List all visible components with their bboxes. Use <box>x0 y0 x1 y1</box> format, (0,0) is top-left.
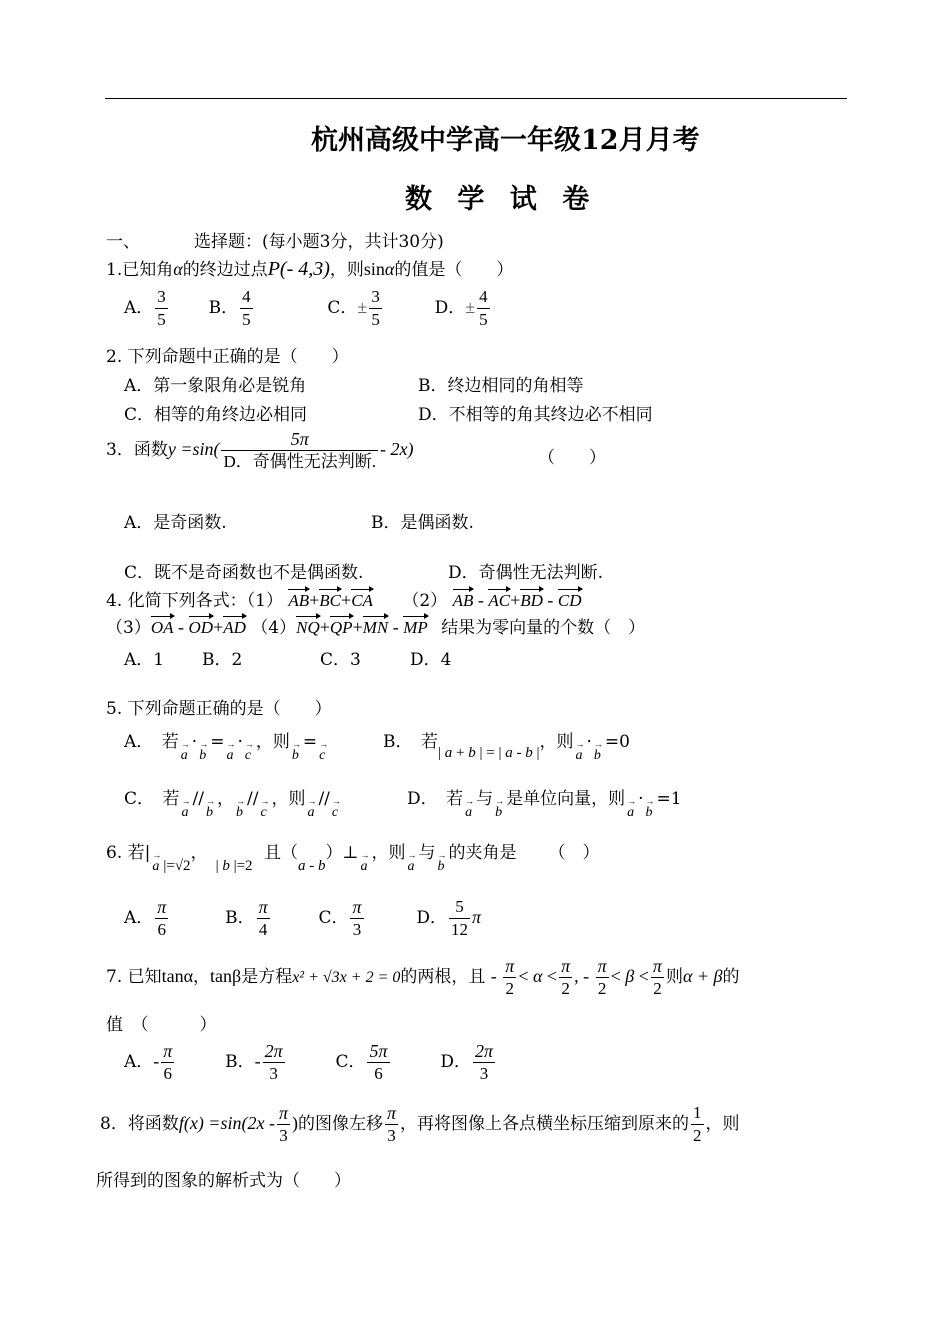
q5-option-d: D． 若 → a与 → b是单位向量，则 → a· → b=1 <box>407 789 682 820</box>
question-1-options <box>124 286 492 331</box>
section-number: 一、 <box>106 232 140 252</box>
q3-option-a: A．是奇函数. <box>124 513 227 533</box>
q7-option-a: A．- $\frac{\pi}{6}$ <box>124 1041 173 1083</box>
q1-text: 的终边过点 <box>182 260 268 280</box>
q1-option-d: D．± $\frac{4}{5}$ <box>434 287 488 329</box>
question-4-stem: 4. 化简下列各式：（1） AB+BC+CA （2） AB - AC+BD - CD <box>106 586 582 611</box>
q4-option-c: C．3 <box>320 650 361 670</box>
q7-option-b: B．- $\frac{2\pi}{3}$ <box>225 1041 283 1083</box>
q6-option-d: D． $\frac{5}{12}$ π <box>416 897 481 939</box>
q3-option-c: C．既不是奇函数也不是偶函数. <box>124 563 364 583</box>
q2-option-d: D．不相等的角其终边必不相同 <box>418 405 653 425</box>
q5-option-a: A． 若 → a· → b= → a· → c，则 → b= → c <box>124 732 329 763</box>
q6-option-b: B． $\frac{\pi}{4}$ <box>225 897 268 939</box>
q3-option-b: B．是偶函数. <box>371 513 474 533</box>
q5-option-c: C． 若 → a// → b， → b// → c，则 → a// → c <box>124 789 341 820</box>
question-6-options <box>124 896 481 941</box>
page-title: 杭州高级中学高一年级12月月考 <box>311 125 700 156</box>
q5-option-b: B． 若| a + b | = | a - b |，则 → a· → b=0 <box>383 732 630 763</box>
q6-option-a: A． $\frac{\pi}{6}$ <box>124 897 167 939</box>
question-7-stem: 7. 已知tanα，tanβ是方程x² + √3x + 2 = 0的两根，且 - $\frac{\pi}{2}$ < α < $\frac{\pi}{2}$ , - $\frac{\pi}{2}$ < β < $\frac{\pi}{2}$ 则α + β的 <box>106 956 740 998</box>
section-label: 选择题：(每小题3分，共计30分) <box>194 232 444 252</box>
header-rule <box>105 98 847 99</box>
question-8-line2: 所得到的图象的解析式为（ ） <box>96 1171 351 1191</box>
question-7-line2: 值 （ ） <box>106 1015 217 1035</box>
q7-option-d: D． $\frac{2\pi}{3}$ <box>440 1041 493 1083</box>
q1-option-a: A． $\frac{3}{5}$ <box>124 287 166 329</box>
q4-option-d: D．4 <box>410 650 452 670</box>
page-subtitle: 数 学 试 卷 <box>405 184 598 215</box>
question-1-stem: 1.已知角α的终边过点P(- 4,3)，则sinα的值是（ ） <box>106 258 514 280</box>
question-5-stem: 5. 下列命题正确的是（ ） <box>106 699 332 719</box>
q4-option-a: A．1 <box>124 650 165 670</box>
q1-text: ，则 <box>329 260 364 280</box>
section-heading <box>106 227 444 252</box>
question-3-stem: 3．函数y =sin( $\frac{5\pi}{\text{D．奇偶性无法判断.}}$ - 2x) <box>106 429 414 471</box>
q7-option-c: C． $\frac{5\pi}{6}$ <box>335 1041 388 1083</box>
q1-text: 的值是（ ） <box>394 260 514 280</box>
question-4-line2: （3）OA - OD+AD （4）NQ+QP+MN - MP 结果为零向量的个数（ ） <box>106 613 645 638</box>
q2-option-c: C．相等的角终边必相同 <box>124 405 308 425</box>
q2-option-b: B．终边相同的角相等 <box>418 376 584 396</box>
q3-answer-paren: （ ） <box>538 448 606 468</box>
q6-option-c: C． $\frac{\pi}{3}$ <box>318 897 362 939</box>
q3-option-d: D．奇偶性无法判断. <box>448 563 604 583</box>
question-6-stem: 6. 若| → a |=√2，| b |=2 且（a - b）⊥ → a，则 → a与 → b的夹角是 （ ） <box>106 843 600 874</box>
question-8-stem: 8．将函数f(x) =sin(2x - $\frac{\pi}{3}$ )的图像左移 $\frac{\pi}{3}$ ，再将图像上各点横坐标压缩到原来的 $\frac{1}{2}$ ，则 <box>100 1103 740 1145</box>
question-7-options <box>124 1040 497 1085</box>
q4-option-b: B．2 <box>202 650 243 670</box>
q1-option-c: C．± $\frac{3}{5}$ <box>327 287 380 329</box>
q1-text: 1.已知角 <box>106 260 174 280</box>
q1-option-b: B． $\frac{4}{5}$ <box>208 287 251 329</box>
q1-point: P(- 4,3) <box>267 258 330 280</box>
question-2-stem: 2. 下列命题中正确的是（ ） <box>106 347 349 367</box>
q2-option-a: A．第一象限角必是锐角 <box>124 376 307 396</box>
